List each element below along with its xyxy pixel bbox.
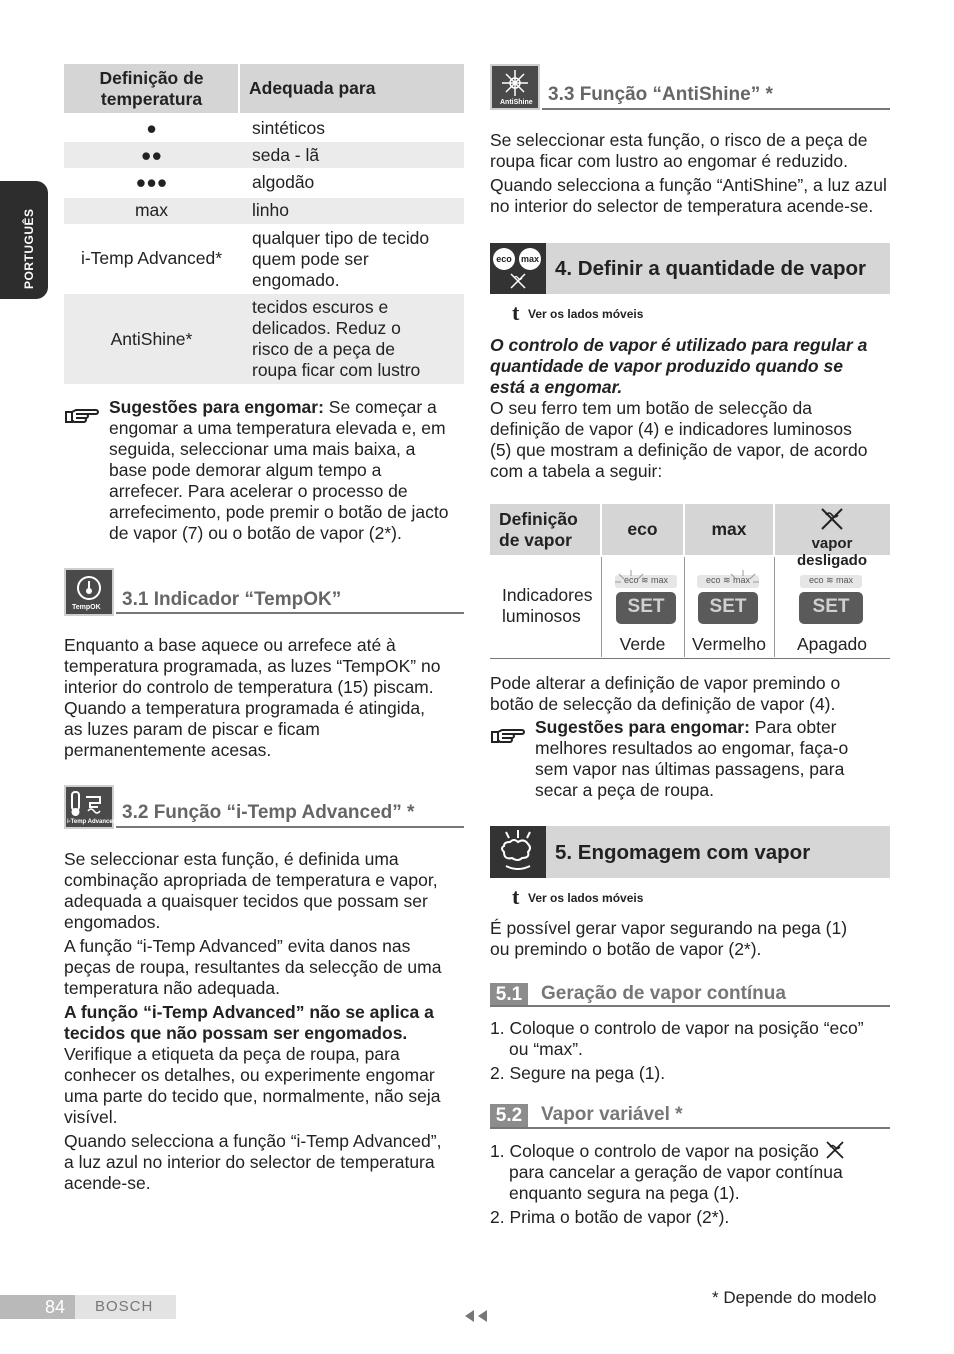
header-divider: [773, 504, 775, 555]
row-suitable: [252, 228, 462, 291]
text-line: definição de vapor (4) e indicadores luminosos: [490, 419, 852, 439]
section-title-3-2: 3.2 Função “i-Temp Advanced” *: [122, 802, 415, 823]
indicator-lights: eco ≋ max: [800, 575, 862, 588]
row-suitable-line: risco de a peça de: [252, 339, 396, 359]
set-button: SET: [616, 592, 676, 624]
row-suitable: algodão: [252, 172, 315, 192]
set-button: SET: [698, 592, 758, 624]
text-line: as luzes param de piscar e ficam: [64, 719, 320, 739]
steam-off-icon: [508, 272, 528, 290]
max-light-label: max: [651, 575, 669, 585]
tempok-icon: [64, 568, 114, 616]
tip-line: sem vapor nas últimas passagens, para: [535, 759, 845, 779]
text-line: Verifique a etiqueta da peça de roupa, para: [64, 1044, 400, 1064]
header-line: de vapor: [499, 530, 572, 550]
hand-pointer-icon: [490, 720, 528, 751]
header-setting: [64, 68, 239, 110]
subsection-5-1-list: [490, 1018, 895, 1084]
subsection-5-2-list: [490, 1140, 895, 1228]
tip-line: arrefecer. Para acelerar o processo de: [109, 481, 408, 501]
state-off: Apagado: [796, 634, 868, 654]
header-divider: [238, 64, 240, 113]
subsection-number: 5.1: [490, 983, 528, 1006]
itemp-advanced-icon: [64, 785, 117, 829]
page-turn-icon: t: [512, 884, 520, 909]
steam-ironing-icon: [490, 826, 546, 878]
header-steam-off: vapor desligado: [796, 535, 867, 569]
see-sides-note: Ver os lados móveis: [528, 307, 644, 321]
brand-name: BOSCH: [95, 1298, 154, 1315]
tip-label: Sugestões para engomar:: [109, 397, 324, 417]
text-line: temperatura não adequada.: [64, 978, 280, 998]
page-turn-icon: t: [512, 300, 520, 325]
text-line-bold: A função “i-Temp Advanced” não se aplica a: [64, 1002, 434, 1022]
row-setting: ●: [146, 118, 157, 138]
section-3-1-text: [64, 635, 464, 761]
text-line: no interior do selector de temperatura acende-se.: [490, 196, 874, 216]
steam-setting-icon: [490, 243, 546, 294]
eco-icon: eco: [493, 248, 515, 270]
table-bottom-rule: [490, 658, 890, 659]
row-suitable: sintéticos: [252, 118, 325, 138]
text-line: botão de selecção da definição de vapor (4).: [490, 694, 836, 714]
table-row: [64, 116, 464, 140]
text-line: Pode alterar a definição de vapor premindo o: [490, 673, 841, 693]
tip-ironing: [109, 397, 469, 544]
tip-first-rest: Para obter: [754, 717, 837, 737]
itemp-icon-label: i-Temp Advanced: [67, 819, 117, 825]
max-light-label: max: [733, 575, 751, 585]
text-line: uma parte do tecido que, normalmente, não seja: [64, 1086, 441, 1106]
section-title-3-1: 3.1 Indicador “TempOK”: [122, 589, 342, 610]
row-setting: ●●: [140, 145, 163, 165]
text-line: A função “i-Temp Advanced” evita danos nas: [64, 936, 411, 956]
section-4-text: [490, 335, 895, 482]
section-rule: [116, 612, 464, 614]
header-eco: eco: [627, 519, 658, 539]
state-green: Verde: [619, 634, 666, 654]
set-button: SET: [799, 592, 863, 624]
steam-off-icon: [818, 506, 846, 532]
indicator-lights: eco ≋ max: [697, 575, 759, 588]
eco-light-label: eco: [623, 575, 639, 585]
row-suitable-line: delicados. Reduz o: [252, 318, 401, 338]
list-line: [490, 1140, 895, 1162]
text-line: O seu ferro tem um botão de selecção da: [490, 398, 812, 418]
section-title-4: 4. Definir a quantidade de vapor: [555, 257, 866, 280]
section-rule: [116, 826, 464, 828]
state-red: Vermelho: [692, 634, 766, 654]
row-label-line: luminosos: [502, 606, 581, 626]
max-icon: max: [519, 248, 541, 270]
text-line: Enquanto a base aquece ou arrefece até à: [64, 635, 396, 655]
tempok-icon-label: TempOK: [72, 604, 101, 611]
text-line: ou premindo o botão de vapor (2*).: [490, 939, 762, 959]
language-label: PORTUGUÊS: [22, 208, 36, 289]
section-title-3-3: 3.3 Função “AntiShine” *: [548, 84, 773, 105]
subsection-number: 5.2: [490, 1104, 528, 1127]
max-light-label: max: [836, 575, 854, 585]
tip-label: Sugestões para engomar:: [535, 717, 750, 737]
text-line: a luz azul no interior do selector de temperatura: [64, 1152, 435, 1172]
tip-line: de vapor (7) ou o botão de vapor (2*).: [109, 523, 402, 543]
tip-first-line: [109, 397, 469, 418]
header-max: max: [711, 519, 747, 539]
text-line: acende-se.: [64, 1173, 151, 1193]
table-row: [64, 170, 464, 196]
table-row: [64, 198, 464, 224]
list-line: para cancelar a geração de vapor contínua: [509, 1162, 843, 1182]
subsection-title-5-1: Geração de vapor contínua: [541, 983, 786, 1004]
section-title-5: 5. Engomagem com vapor: [555, 841, 811, 864]
text-line: combinação apropriada de temperatura e vapor,: [64, 870, 438, 890]
indicator-off: [796, 568, 866, 630]
section-4-after: [490, 673, 895, 715]
row-setting: max: [134, 200, 169, 220]
section-3-3-text: [490, 130, 895, 217]
steam-off-icon: [824, 1140, 846, 1160]
hand-pointer-icon: [64, 400, 102, 431]
list-line: enquanto segura na pega (1).: [509, 1183, 740, 1203]
text-line: É possível gerar vapor segurando na pega (1): [490, 918, 848, 938]
eco-light-label: eco: [808, 575, 824, 585]
tip-line: melhores resultados ao engomar, faça-o: [535, 738, 849, 758]
text-line-bold: O controlo de vapor é utilizado para regular a: [490, 335, 868, 355]
tip-line: arrefecimento, pode premir o botão de jacto: [109, 502, 449, 522]
tip-line: secar a peça de roupa.: [535, 780, 715, 800]
table-row: [64, 294, 464, 384]
text-line: interior do controlo de temperatura (15) piscam.: [64, 677, 434, 697]
row-suitable-line: roupa ficar com lustro: [252, 360, 421, 380]
header-steam-setting: [499, 509, 578, 551]
text-line: (5) que mostram a definição de vapor, de acordo: [490, 440, 868, 460]
list-item: [490, 1140, 895, 1204]
header-suitable: Adequada para: [249, 78, 376, 98]
eco-light-label: eco: [705, 575, 721, 585]
section-rule: [490, 1005, 890, 1007]
text-line: Se seleccionar esta função, o risco de a peça de: [490, 130, 868, 150]
antishine-icon-label: AntiShine: [500, 99, 533, 106]
row-setting: AntiShine*: [110, 329, 193, 349]
table-header: [64, 64, 464, 113]
row-suitable-line: quem pode ser: [252, 249, 369, 269]
list-item: 2. Segure na pega (1).: [490, 1063, 666, 1083]
text-line-bold: está a engomar.: [490, 377, 623, 397]
row-label-line: Indicadores: [502, 585, 593, 605]
section-rule: [490, 1127, 890, 1129]
page-number: 84: [0, 1295, 75, 1319]
text-line: engomados.: [64, 912, 161, 932]
tip-line: engomar a uma temperatura elevada e, em: [109, 418, 446, 438]
language-tab: [0, 181, 48, 299]
table-row: [64, 142, 464, 168]
row-label-indicators: [502, 585, 592, 627]
page-nav-icon: [462, 1309, 490, 1328]
antishine-icon: [490, 64, 540, 110]
text-line: com a tabela a seguir:: [490, 461, 663, 481]
tip-line: seguida, seleccionar uma mais baixa, a: [109, 439, 416, 459]
text-line: roupa ficar com lustro ao engomar é reduzido.: [490, 151, 848, 171]
tip-steam: [535, 717, 895, 801]
list-line: 1. Coloque o controlo de vapor na posição “eco”: [490, 1018, 864, 1038]
list-item: 2. Prima o botão de vapor (2*).: [490, 1207, 730, 1227]
section-5-text: [490, 918, 895, 960]
text-line: adequada a quaisquer tecidos que possam ser: [64, 891, 428, 911]
text-line: Se seleccionar esta função, é definida uma: [64, 849, 399, 869]
text-line-bold: quantidade de vapor produzido quando se: [490, 356, 843, 376]
section-3-2-text: [64, 849, 464, 1194]
row-suitable-line: tecidos escuros e: [252, 297, 389, 317]
section-rule: [542, 108, 890, 110]
row-suitable: [252, 297, 462, 381]
text-line: permanentemente acesas.: [64, 740, 272, 760]
indicator-max: [693, 568, 763, 630]
text-line: conhecer os detalhes, ou experimente engomar: [64, 1065, 435, 1085]
tip-first-line: [535, 717, 895, 738]
table-row: [64, 226, 464, 292]
row-suitable: seda - lã: [252, 145, 320, 165]
row-suitable: linho: [252, 200, 289, 220]
tip-line: base pode demorar algum tempo a: [109, 460, 382, 480]
row-suitable-line: qualquer tipo de tecido: [252, 228, 430, 248]
row-suitable-line: engomado.: [252, 270, 340, 290]
list-line: ou “max”.: [509, 1039, 583, 1059]
header-line: Definição: [499, 509, 578, 529]
text-line: Quando selecciona a função “AntiShine”, a luz azul: [490, 175, 887, 195]
subsection-title-5-2: Vapor variável *: [541, 1104, 683, 1125]
text-line: Quando a temperatura programada é atingida,: [64, 698, 425, 718]
see-sides-note: Ver os lados móveis: [528, 891, 644, 905]
text-line: peças de roupa, resultantes da selecção de uma: [64, 957, 442, 977]
text-line: temperatura programada, as luzes “TempOK” no: [64, 656, 441, 676]
indicator-eco: [611, 568, 681, 630]
indicator-lights: eco ≋ max: [615, 575, 677, 588]
header-setting-text: Definição de temperatura: [99, 68, 204, 109]
text-line-bold: tecidos que não possam ser engomados.: [64, 1023, 408, 1043]
list-item: [490, 1018, 895, 1060]
row-setting: i-Temp Advanced*: [80, 248, 223, 268]
text-line: visível.: [64, 1107, 118, 1127]
text-line: Quando selecciona a função “i-Temp Advanced”,: [64, 1131, 442, 1151]
list-line-text: 1. Coloque o controlo de vapor na posição: [490, 1141, 819, 1161]
footnote: * Depende do modelo: [712, 1288, 877, 1307]
tip-first-rest: Se começar a: [328, 397, 437, 417]
row-setting: ●●●: [135, 172, 168, 192]
